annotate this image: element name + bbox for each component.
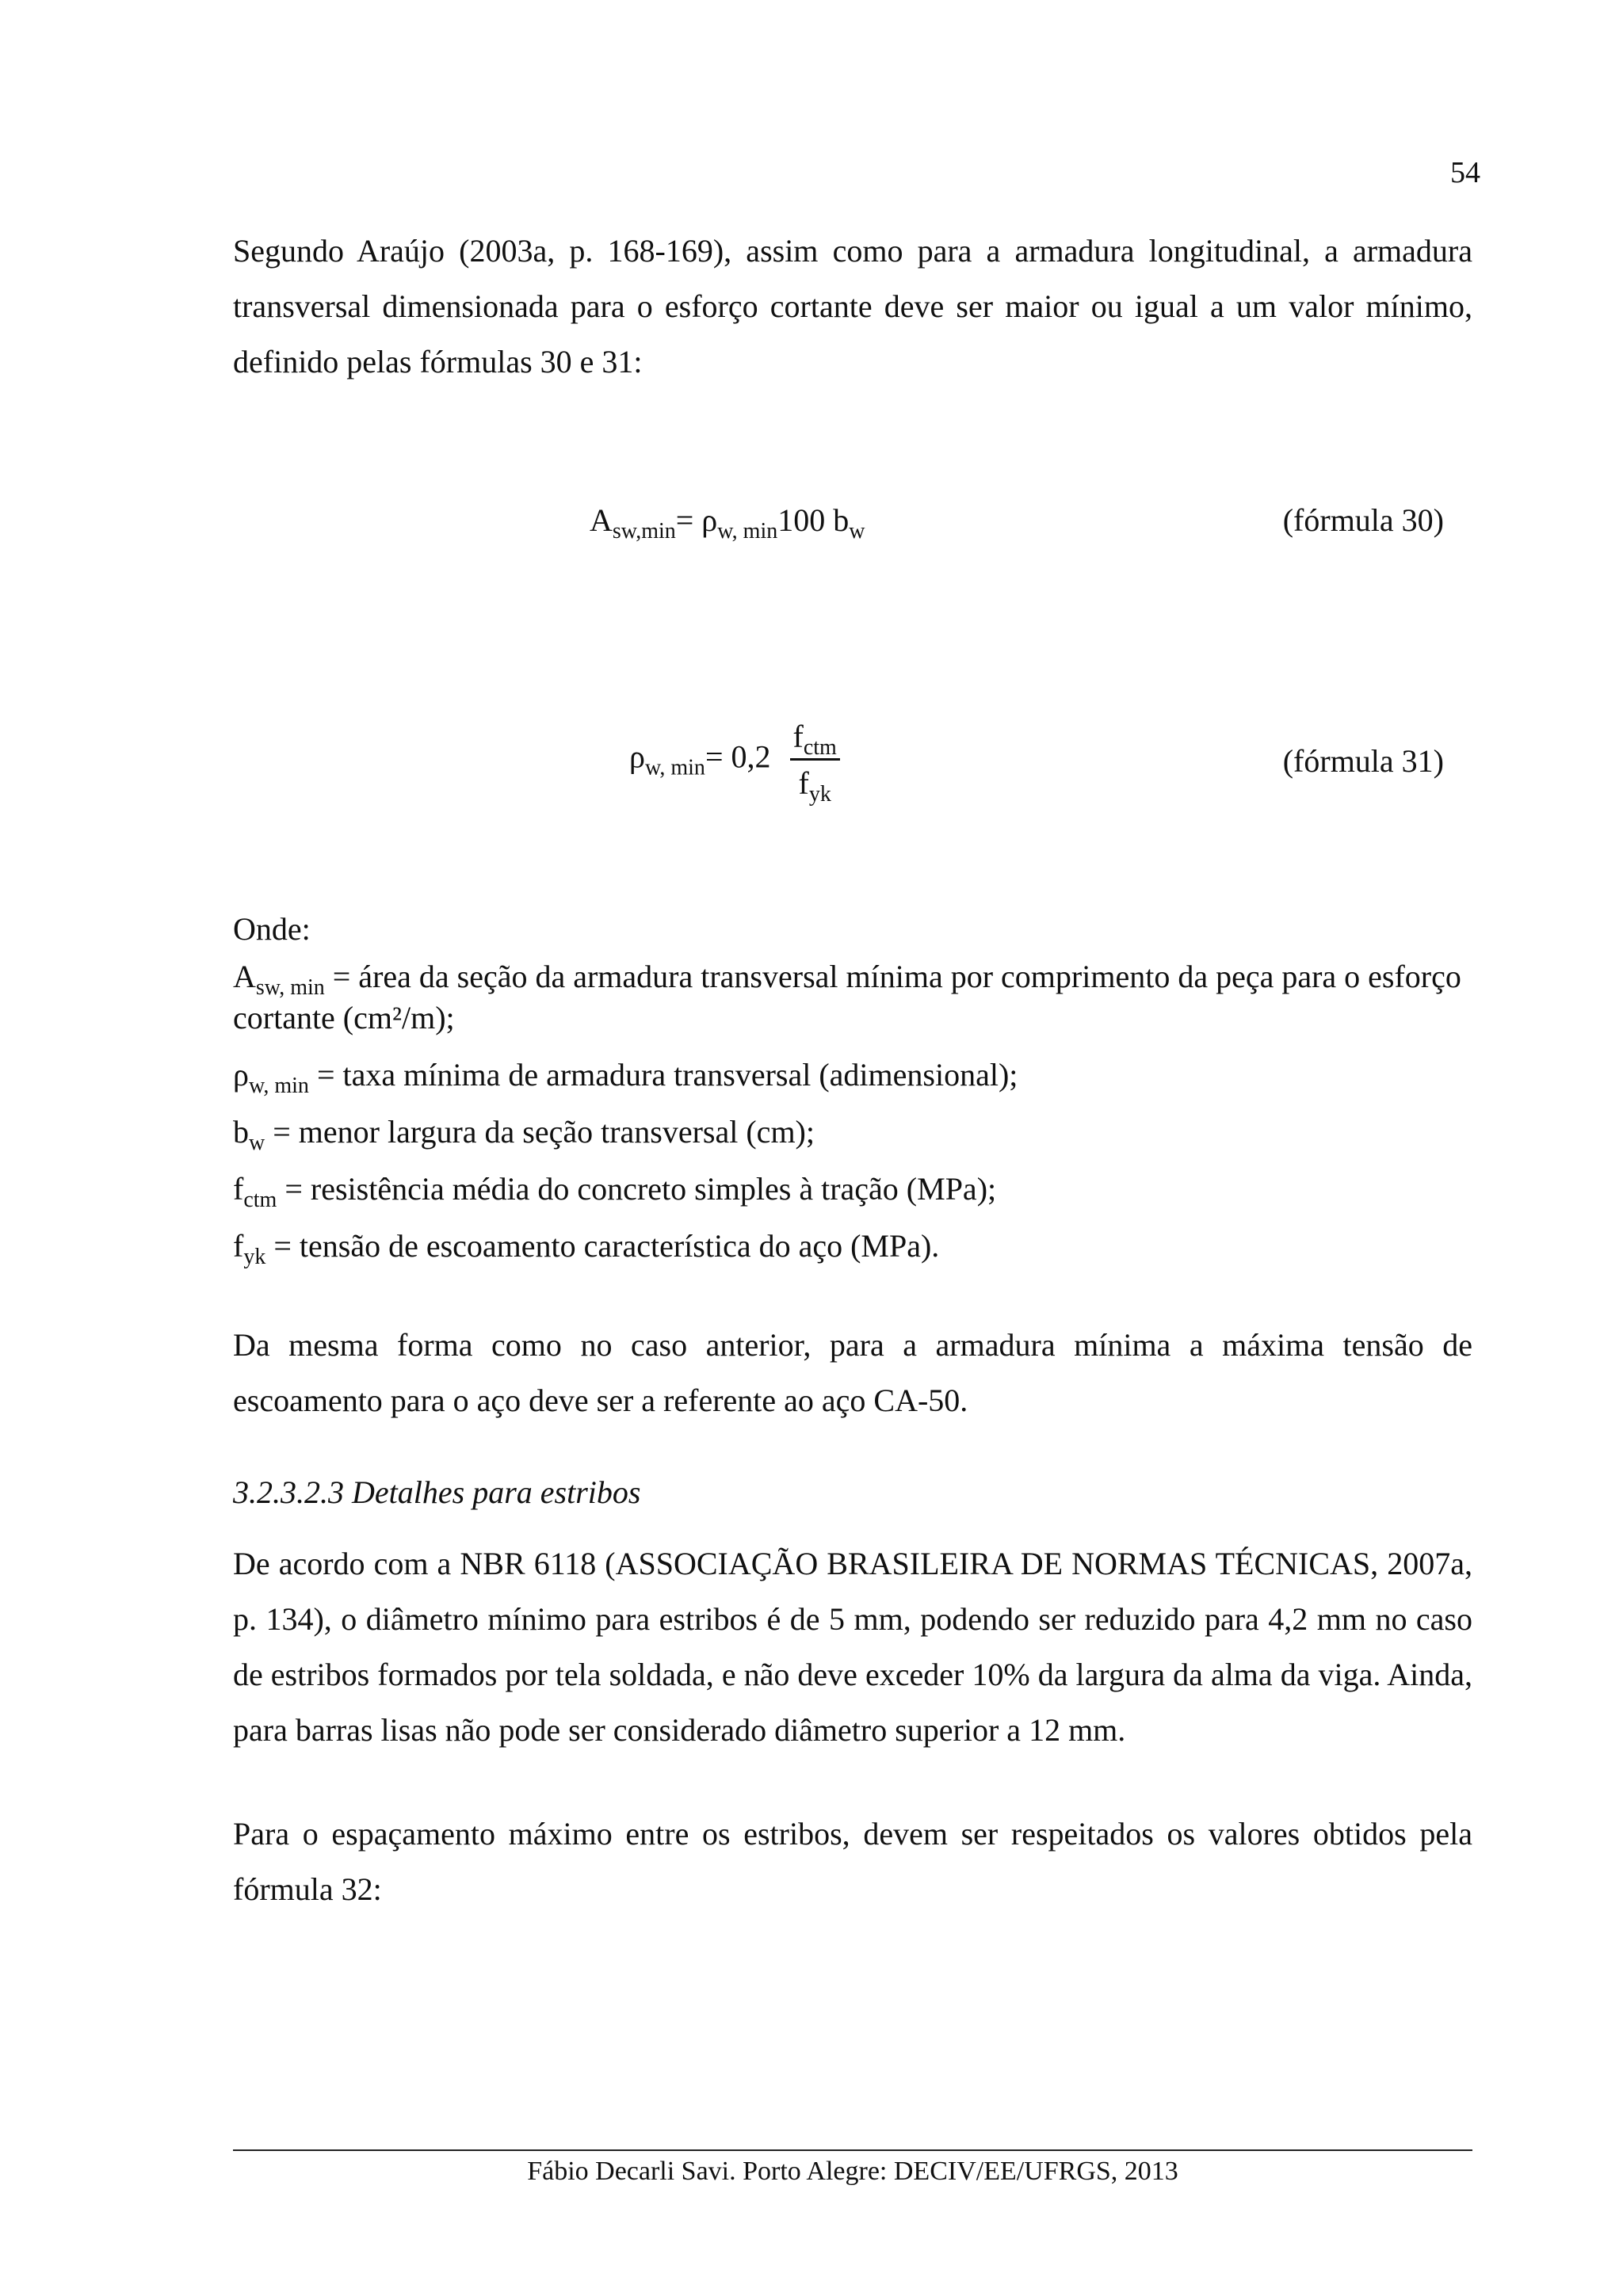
- nbr-paragraph: De acordo com a NBR 6118 (ASSOCIAÇÃO BRASILEIRA DE NORMAS TÉCNICAS, 2007a, p. 134), o diâmetro mínimo para estribos é de 5 mm, podendo ser reduzido para 4,2 mm no caso de estribos formados por tela soldada, e não deve exceder 10% da largura da alma da viga. Ainda, para barras lisas não pode ser considerado diâmetro superior a 12 mm.: [233, 1546, 1472, 1748]
- formula-30-a-sub: sw,min: [612, 519, 676, 543]
- formula-31: [629, 717, 840, 807]
- definitions-list: [233, 956, 1472, 1283]
- fraction-denominator: $f_{yk}$: [798, 765, 831, 807]
- formula-31-rho-sub: w, min: [644, 755, 705, 780]
- formula-30-rho-sub: w, min: [717, 519, 778, 543]
- formula-30: [590, 502, 865, 543]
- section-title: 3.2.3.2.3 Detalhes para estribos: [233, 1474, 641, 1510]
- formula-30-label: (fórmula 30): [1282, 502, 1444, 538]
- same-way-paragraph: Da mesma forma como no caso anterior, para a armadura mínima a máxima tensão de escoamento para o aço deve ser a referente ao aço CA-50.: [233, 1327, 1472, 1418]
- onde-heading: Onde:: [233, 911, 311, 947]
- formula-30-rest: 100 b: [777, 502, 850, 538]
- formula-30-eq-rho: = ρ: [675, 502, 718, 538]
- formula-31-eq: = 0,2: [705, 738, 771, 775]
- definition-item: $b_w$ = menor largura da seção transversal (cm);: [233, 1114, 815, 1155]
- formula-31-label: (fórmula 31): [1282, 743, 1444, 779]
- spacing-paragraph: Para o espaçamento máximo entre os estribos, devem ser respeitados os valores obtidos pela fórmula 32:: [233, 1816, 1472, 1907]
- footer-divider: [233, 2149, 1472, 2151]
- footer-text: Fábio Decarli Savi. Porto Alegre: DECIV/EE/UFRGS, 2013: [527, 2157, 1178, 2186]
- definition-item: $f_{yk}$ = tensão de escoamento característica do aço (MPa).: [233, 1228, 940, 1269]
- definition-item: $\rho_{w, min}$ = taxa mínima de armadura transversal (adimensional);: [233, 1057, 1018, 1098]
- page-number: 54: [1450, 156, 1480, 189]
- formula-30-b-sub: w: [849, 519, 865, 543]
- formula-30-a: A: [590, 502, 613, 538]
- definition-item: $A_{sw, min}$ = área da seção da armadura transversal mínima por comprimento da peça para o esforço cortante (cm²/m);: [233, 959, 1461, 1035]
- fraction-numerator: $f_{ctm}$: [790, 717, 840, 761]
- definition-item: $f_{ctm}$ = resistência média do concreto simples à tração (MPa);: [233, 1171, 997, 1212]
- formula-31-rho: ρ: [629, 738, 645, 775]
- intro-paragraph: Segundo Araújo (2003a, p. 168-169), assim como para a armadura longitudinal, a armadura transversal dimensionada para o esforço cortante deve ser maior ou igual a um valor mínimo, definido pelas fórmulas 30 e 31:: [233, 233, 1472, 379]
- formula-31-fraction: [790, 717, 840, 807]
